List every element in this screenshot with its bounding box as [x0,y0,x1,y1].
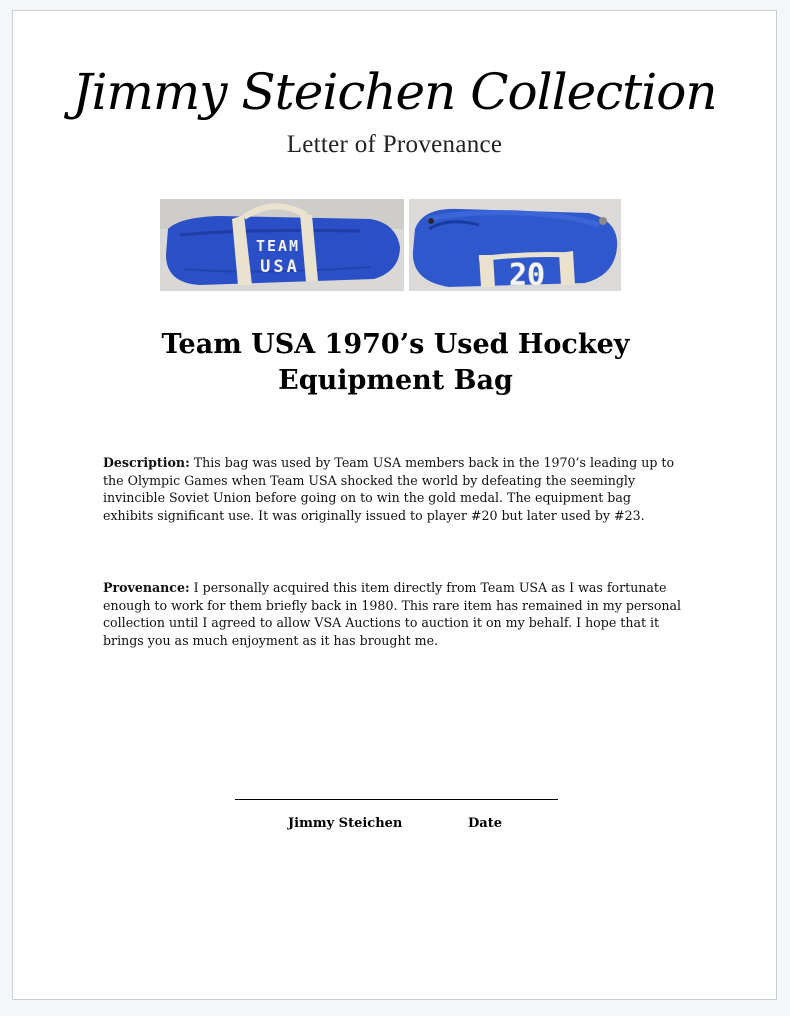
svg-text:20: 20 [508,258,546,291]
svg-text:USA: USA [260,257,300,277]
signer-name: Jimmy Steichen [288,816,403,831]
equipment-bag-photo-side [409,199,621,291]
letter-subtitle: Letter of Provenance [286,131,503,158]
description-label: Description: [103,455,190,470]
description-text: This bag was used by Team USA members back in the 1970’s leading up to the Olympic Games when Team USA shocked the world by defeating the seemingly invincible Soviet Union before going on to win the gold medal. The equipment bag exhibits significant use. It was originally issued to player #20 but later used by #23. [103,455,675,523]
svg-text:TEAM: TEAM [255,237,301,255]
letter-page [12,10,777,1000]
date-label: Date [468,816,502,831]
provenance-section [103,579,683,649]
item-title: Team USA 1970’s Used Hockey Equipment Bag [161,329,630,396]
description-section [103,454,683,524]
collection-title: Jimmy Steichen Collection [72,63,717,121]
provenance-label: Provenance: [103,580,190,595]
provenance-text: I personally acquired this item directly from Team USA as I was fortunate enough to work for them briefly back in 1980. This rare item has remained in my personal collection until I agreed to allow VSA Auctions to auction it on my behalf. I hope that it brings you as much enjoyment as it has brought me. [103,580,682,648]
equipment-bag-photo-front [160,199,404,291]
signature-line [235,799,558,800]
